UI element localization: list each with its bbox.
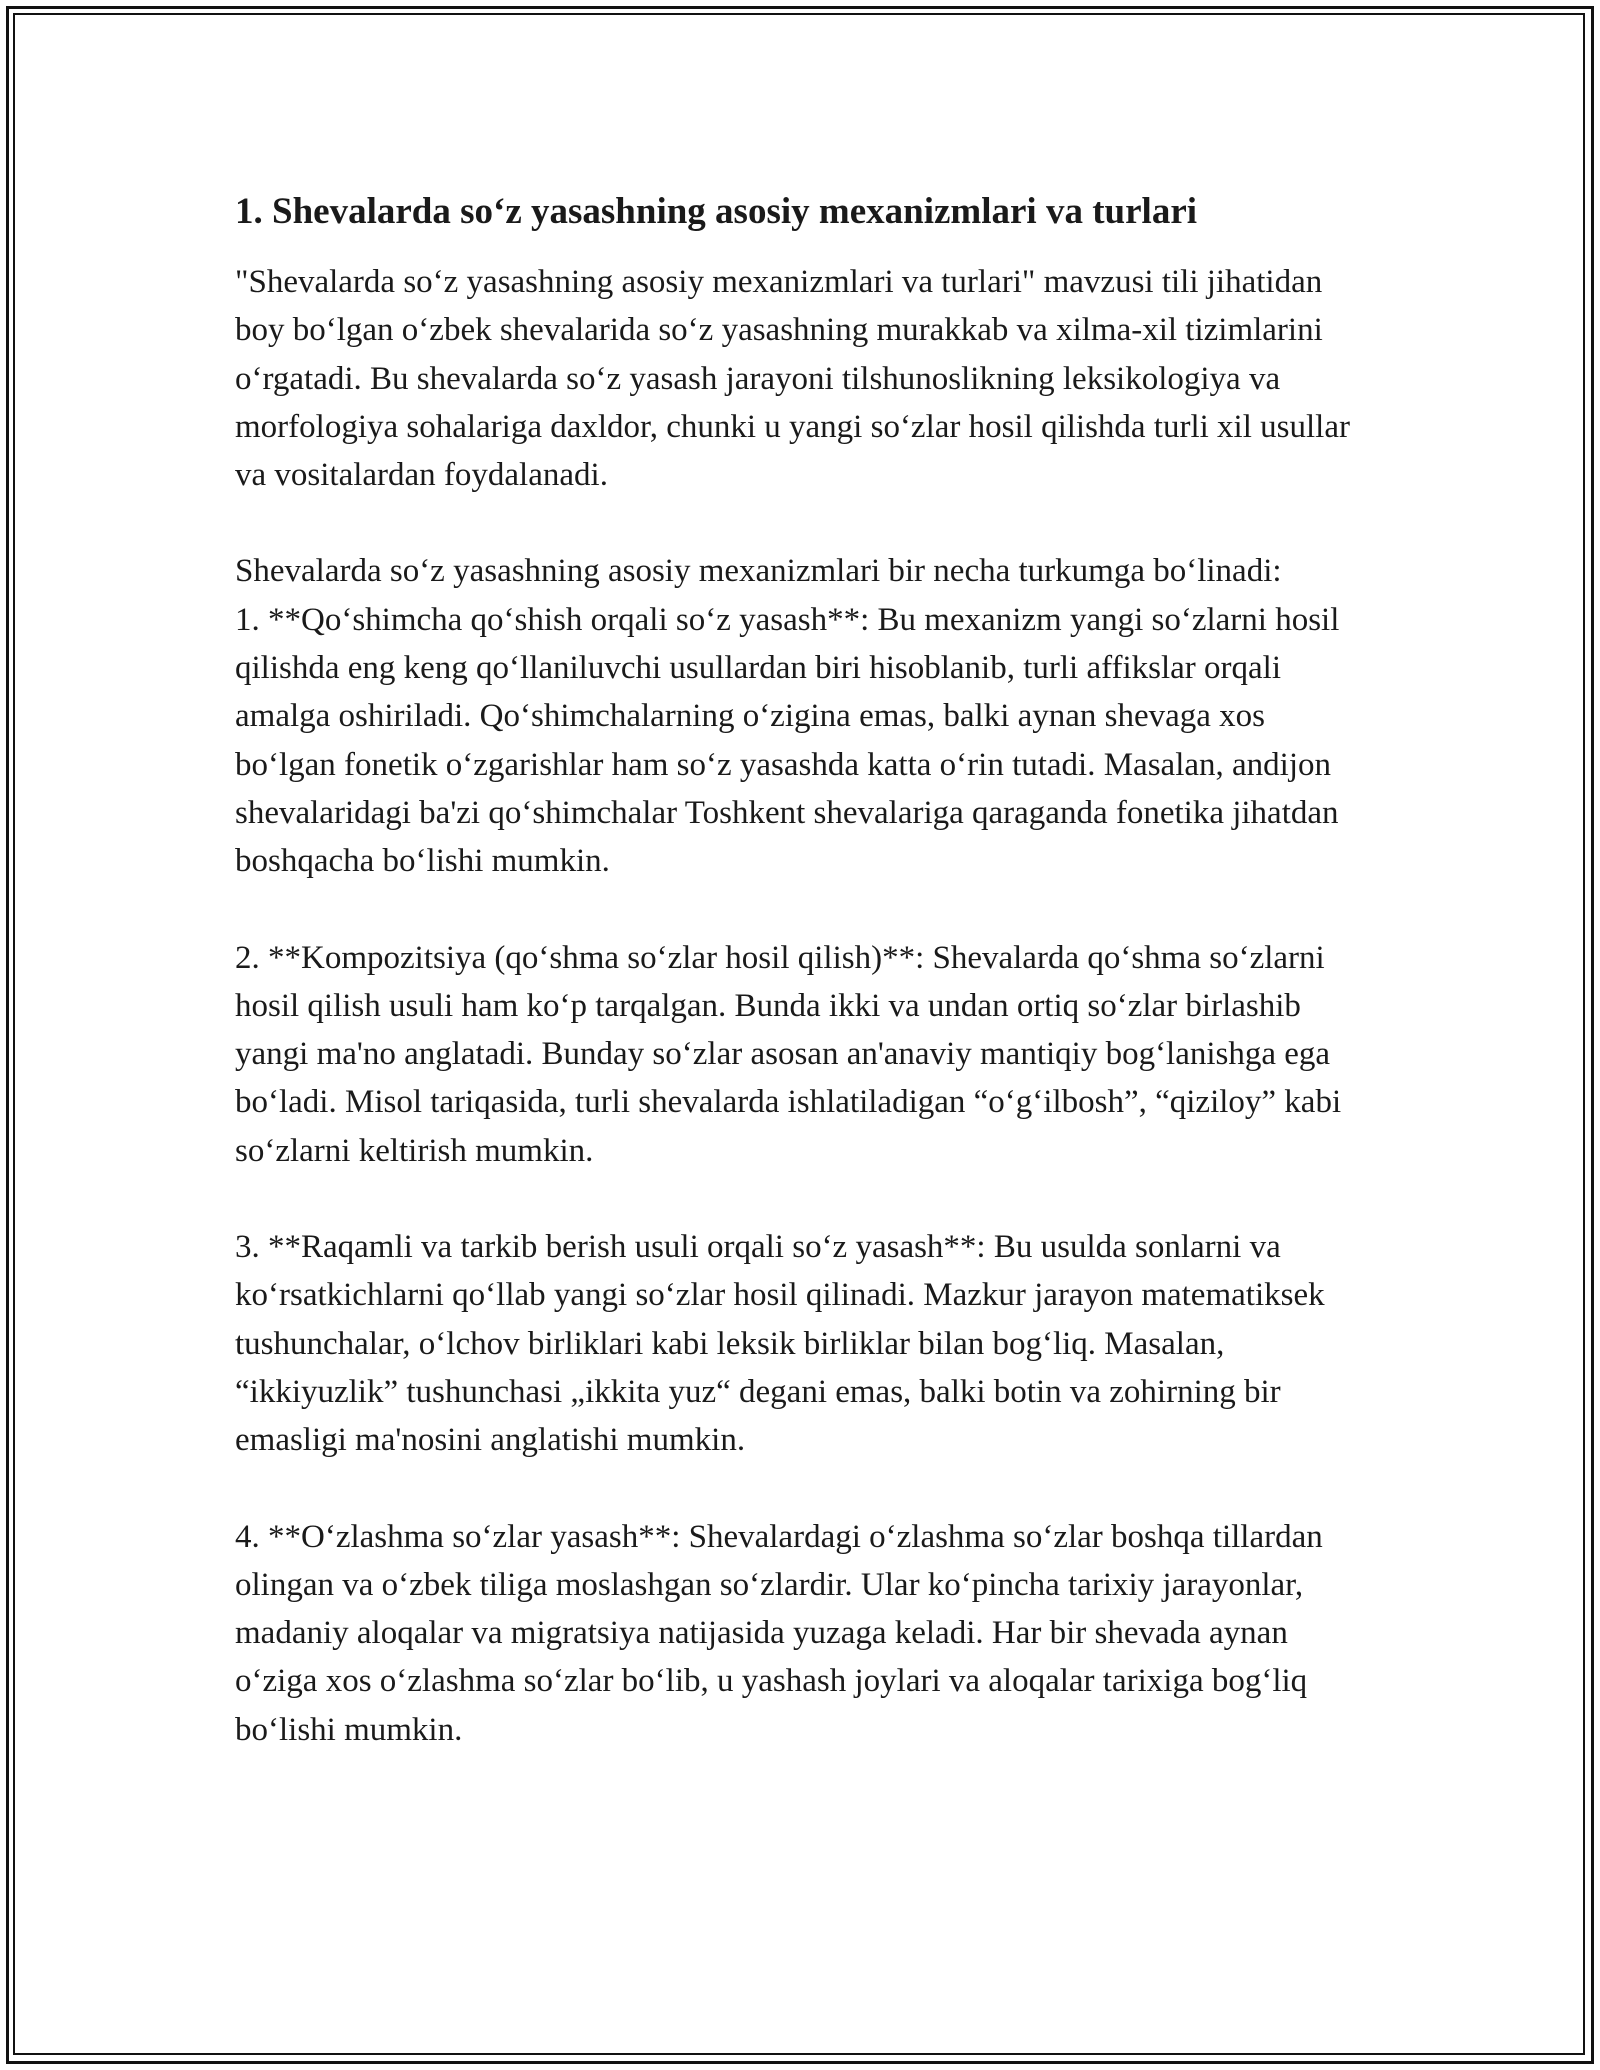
list-item-2: 2. **Kompozitsiya (qo‘shma so‘zlar hosil qilish)**: Shevalarda qo‘shma so‘zlarni hosil qilish usuli ham ko‘p tarqalgan. Bunda ikki va undan ortiq so‘zlar birlashib yangi ma'no anglatadi. Bunday so‘zlar asosan an'anaviy mantiqiy bog‘lanishga ega bo‘ladi. Misol tariqasida, turli shevalarda ishlatiladigan “o‘g‘ilbosh”, “qiziloy” kabi so‘zlarni keltirish mumkin. bbox=[235, 939, 1342, 1169]
intro-paragraph: "Shevalarda so‘z yasashning asosiy mexanizmlari va turlari" mavzusi tili jihatidan boy bo‘lgan o‘zbek shevalarida so‘z yasashning murakkab va xilma-xil tizimlarini o‘rgatadi. Bu shevalarda so‘z yasash jarayoni tilshunoslikning leksikologiya va morfologiya sohalariga daxldor, chunki u yangi so‘zlar hosil qilishda turli xil usullar va vositalardan foydalanadi. bbox=[235, 264, 1350, 494]
paragraph-spacer bbox=[235, 1175, 1365, 1223]
lead-paragraph: Shevalarda so‘z yasashning asosiy mexanizmlari bir necha turkumga bo‘linadi: bbox=[235, 553, 1282, 590]
list-item-1: 1. **Qo‘shimcha qo‘shish orqali so‘z yasash**: Bu mexanizm yangi so‘zlarni hosil qilishda eng keng qo‘llaniluvchi usullardan biri hisoblanib, turli affikslar orqali amalga oshiriladi. Qo‘shimchalarning o‘zigina emas, balki aynan shevaga xos bo‘lgan fonetik o‘zgarishlar ham so‘z yasashda katta o‘rin tutadi. Masalan, andijon shevalaridagi ba'zi qo‘shimchalar Toshkent shevalariga qaraganda fonetika jihatdan boshqacha bo‘lishi mumkin. bbox=[235, 601, 1340, 880]
paragraph-spacer bbox=[235, 499, 1365, 547]
list-item-4: 4. **O‘zlashma so‘zlar yasash**: Shevalardagi o‘zlashma so‘zlar boshqa tillardan olingan va o‘zbek tiliga moslashgan so‘zlardir. Ular ko‘pincha tarixiy jarayonlar, madaniy aloqalar va migratsiya natijasida yuzaga keladi. Har bir shevada aynan o‘ziga xos o‘zlashma so‘zlar bo‘lib, u yashash joylari va aloqalar tarixiga bog‘liq bo‘lishi mumkin. bbox=[235, 1518, 1323, 1748]
paragraph-spacer bbox=[235, 1465, 1365, 1513]
paragraph-spacer bbox=[235, 886, 1365, 934]
list-item-3: 3. **Raqamli va tarkib berish usuli orqali so‘z yasash**: Bu usulda sonlarni va ko‘rsatkichlarni qo‘llab yangi so‘zlar hosil qilinadi. Mazkur jarayon matematiksek tushunchalar, o‘lchov birliklari kabi leksik birliklar bilan bog‘liq. Masalan, “ikkiyuzlik” tushunchasi „ikkita yuz“ degani emas, balki botin va zohirning bir emasligi ma'nosini anglatishi mumkin. bbox=[235, 1229, 1325, 1459]
document-body bbox=[235, 188, 1365, 1754]
section-heading: 1. Shevalarda so‘z yasashning asosiy mexanizmlari va turlari bbox=[235, 191, 1198, 232]
